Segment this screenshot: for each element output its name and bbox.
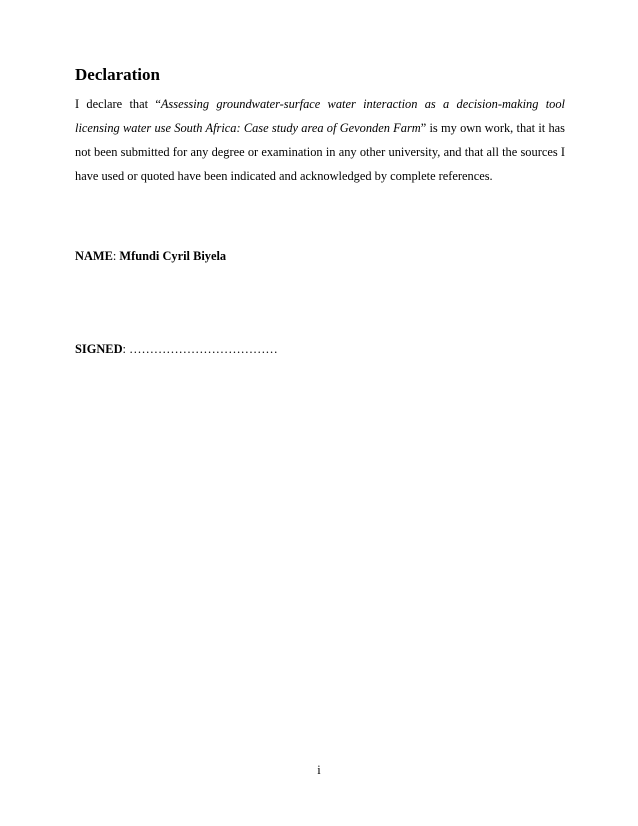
name-value: Mfundi Cyril Biyela [119, 249, 227, 263]
signed-separator: : [122, 342, 130, 356]
thesis-title: Assessing groundwater-surface water interaction as a decision-making tool licensing water use South Africa: Case study area of Gevonden Farm [75, 97, 565, 135]
name-field [75, 248, 226, 264]
name-separator: : [112, 249, 120, 263]
page-number: i [317, 763, 321, 777]
name-label: NAME [75, 249, 113, 263]
paragraph-intro: I declare that “ [75, 97, 161, 111]
declaration-heading: Declaration [75, 65, 160, 84]
signed-label: SIGNED [75, 342, 123, 356]
signature-line: ……………………………… [129, 342, 278, 356]
declaration-paragraph [75, 92, 565, 188]
paragraph-body: ” is my own work, that it has not been submitted for any degree or examination in any other university, and that all the sources I have used or quoted have been indicated and acknowledged by complete references. [75, 121, 565, 183]
signed-field [75, 341, 278, 357]
